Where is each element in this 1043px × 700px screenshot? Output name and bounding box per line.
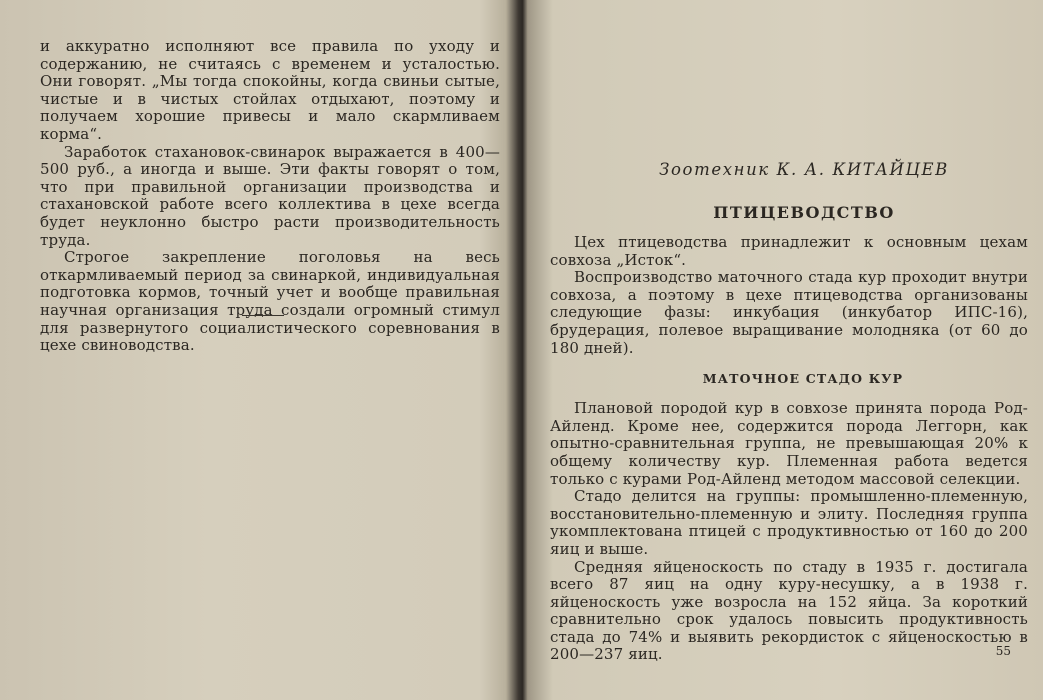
paragraph: Заработок стахановок-свинарок выражается в 400—500 руб., а иногда и выше. Эти факты говорят о том, что при правильной организации производства и стахановской работе всего коллектива в цехе всегда будет неуклонно быстро расти производительность труда. bbox=[40, 142, 500, 249]
author-byline: Зоотехник К. А. КИТАЙЦЕВ bbox=[659, 160, 949, 179]
paragraph: Воспроизводство маточного стада кур проходит внутри совхоза, а поэтому в цехе птицеводства организованы следующие фазы: инкубация (инкубатор ИПС-16), брудерация, полевое выращивание молодняка (от 60 до 180 дней). bbox=[550, 268, 1028, 357]
right-page-text bbox=[550, 160, 1028, 664]
paragraph: Плановой породой кур в совхозе принята порода Род-Айленд. Кроме нее, содержится порода Леггорн, как опытно-сравнительная группа, не превышающая 20% к общему количеству кур. Племенная работа ведется только с курами Род-Айленд методом массовой селекции. bbox=[550, 399, 1028, 488]
left-page bbox=[0, 0, 510, 700]
section-title: ПТИЦЕВОДСТВО bbox=[713, 203, 895, 222]
paragraph: Цех птицеводства принадлежит к основным цехам совхоза „Исток“. bbox=[550, 233, 1028, 269]
right-page bbox=[528, 0, 1043, 700]
paragraph: и аккуратно исполняют все правила по уходу и содержанию, не считаясь с временем и усталостью. Они говорят. „Мы тогда спокойны, когда свиньи сытые, чистые и в чистых стойлах отдыхают, поэтому и получаем хорошие привесы и мало скармливаем корма“. bbox=[40, 37, 500, 143]
left-page-text bbox=[40, 38, 500, 355]
subsection-title: МАТОЧНОЕ СТАДО КУР bbox=[702, 371, 904, 387]
paragraph: Стадо делится на группы: промышленно-племенную, восстановительно-племенную и элиту. Последняя группа укомплектована птицей с продуктивностью от 160 до 200 яиц и выше. bbox=[550, 487, 1028, 558]
paragraph: Строгое закрепление поголовья на весь откармливаемый период за свинаркой, индивидуальная подготовка кормов, точный учет и вообще правильная научная организация труда создали огромный стимул для развернутого социалистического соревнования в цехе свиноводства. bbox=[40, 248, 500, 355]
paragraph: Средняя яйценоскость по стаду в 1935 г. достигала всего 87 яиц на одну куру-несушку, а в 1938 г. яйценоскость уже возросла на 152 яйца. За короткий сравнительно срок удалось повысить продуктивность стада до 74% и выявить рекордисток с яйценоскостью в 200—237 яиц. bbox=[550, 557, 1028, 664]
page-number: 55 bbox=[995, 644, 1011, 658]
end-dash-divider bbox=[242, 315, 284, 316]
